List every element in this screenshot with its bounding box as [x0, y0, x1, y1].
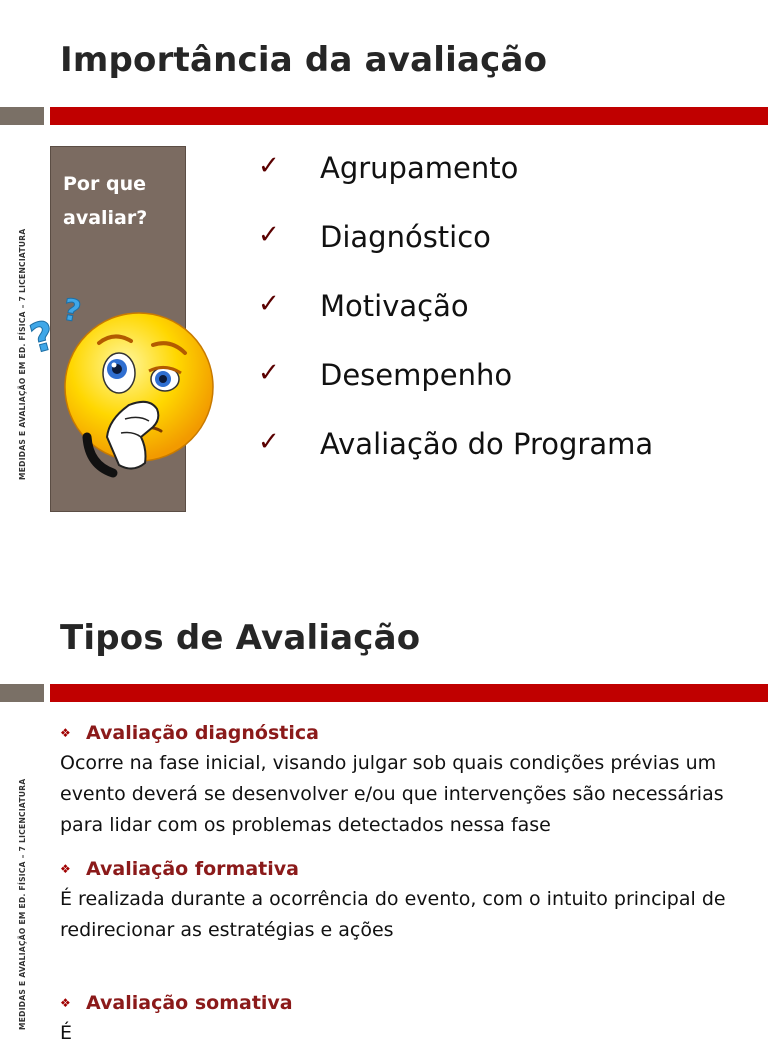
side-caption: MEDIDAS E AVALIAÇÃO EM ED. FÍSICA – 7 LICENCIATURA — [18, 228, 27, 480]
thinking-smiley-image — [25, 287, 229, 507]
title-bar-left — [0, 684, 44, 702]
list-item — [258, 215, 653, 284]
list-item-label: Diagnóstico — [320, 220, 491, 254]
panel-label: Por que avaliar? — [63, 173, 148, 229]
checkmark-icon: ✓ — [258, 151, 280, 181]
checkmark-icon: ✓ — [258, 289, 280, 319]
section-heading: Avaliação somativa — [86, 992, 293, 1014]
list-item-label: Avaliação do Programa — [320, 427, 654, 461]
svg-text:?: ? — [60, 292, 84, 330]
svg-text:?: ? — [25, 312, 60, 363]
why-evaluate-panel — [25, 146, 186, 512]
title-bar-left — [0, 107, 44, 125]
title-bar-right — [50, 684, 768, 702]
slide-title: Importância da avaliação — [60, 40, 548, 80]
slide-tipos — [0, 590, 768, 1044]
section-heading: Avaliação formativa — [86, 858, 299, 880]
section-body: É — [60, 1022, 73, 1044]
section-body: É realizada durante a ocorrência do evento, com o intuito principal de redirecionar as estratégias e ações — [60, 888, 726, 941]
section-heading: Avaliação diagnóstica — [86, 722, 319, 744]
list-item-label: Desempenho — [320, 358, 513, 392]
title-bar-right — [50, 107, 768, 125]
importance-list — [258, 146, 653, 491]
section-somativa — [60, 988, 760, 1049]
list-item-label: Motivação — [320, 289, 469, 323]
list-item — [258, 422, 653, 491]
section-diagnostica — [60, 718, 760, 841]
list-item — [258, 284, 653, 353]
diamond-bullet-icon: ❖ — [60, 726, 71, 740]
checkmark-icon: ✓ — [258, 427, 280, 457]
checkmark-icon: ✓ — [258, 358, 280, 388]
section-body: Ocorre na fase inicial, visando julgar sob quais condições prévias um evento deverá se desenvolver e/ou que intervenções são necessárias para lidar com os problemas detectados nessa fase — [60, 752, 724, 836]
checkmark-icon: ✓ — [258, 220, 280, 250]
side-caption: MEDIDAS E AVALIAÇÃO EM ED. FÍSICA – 7 LICENCIATURA — [18, 778, 27, 1030]
slide-title: Tipos de Avaliação — [60, 618, 421, 658]
section-formativa — [60, 854, 760, 946]
list-item-label: Agrupamento — [320, 151, 519, 185]
list-item — [258, 146, 653, 215]
list-item — [258, 353, 653, 422]
diamond-bullet-icon: ❖ — [60, 862, 71, 876]
diamond-bullet-icon: ❖ — [60, 996, 71, 1010]
